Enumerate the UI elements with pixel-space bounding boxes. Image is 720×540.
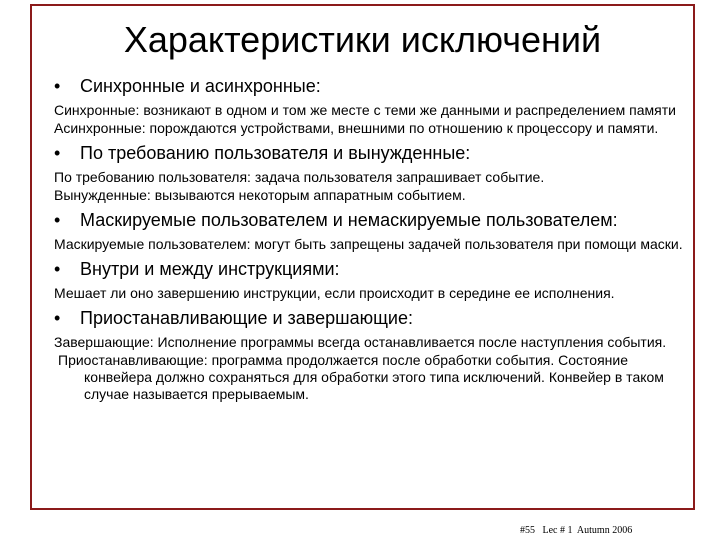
section-heading bbox=[54, 257, 688, 281]
bullet-dot: • bbox=[54, 308, 61, 328]
section-heading bbox=[54, 306, 688, 330]
section-paragraph: Приостанавливающие: программа продолжается после обработки события. Состояние конвейера должно сохраняться для обработки этого типа исключений. Конвейер в таком случае называется прерываемым. bbox=[58, 352, 664, 402]
section-paragraph: Мешает ли оно завершению инструкции, если происходит в середине ее исполнения. bbox=[54, 285, 615, 301]
section-heading-text: Приостанавливающие и завершающие: bbox=[80, 308, 413, 328]
section-heading bbox=[54, 74, 688, 98]
bullet-dot: • bbox=[54, 210, 61, 230]
slide-content bbox=[54, 70, 688, 404]
bullet-dot: • bbox=[54, 143, 61, 163]
section-heading-text: Внутри и между инструкциями: bbox=[80, 259, 340, 279]
bullet-dot: • bbox=[54, 76, 61, 96]
section-paragraph: Маскируемые пользователем: могут быть запрещены задачей пользователя при помощи маски. bbox=[54, 236, 683, 252]
section-heading-text: По требованию пользователя и вынужденные: bbox=[80, 143, 471, 163]
section-paragraph: Асинхронные: порождаются устройствами, внешними по отношению к процессору и памяти. bbox=[54, 120, 659, 136]
section-paragraph: Вынужденные: вызываются некоторым аппаратным событием. bbox=[54, 187, 466, 203]
bullet-dot: • bbox=[54, 259, 61, 279]
section-paragraph: Синхронные: возникают в одном и том же месте с теми же данными и распределением памяти bbox=[54, 102, 676, 118]
section-heading-text: Синхронные и асинхронные: bbox=[80, 76, 321, 96]
section-paragraph: По требованию пользователя: задача пользователя запрашивает событие. bbox=[54, 169, 545, 185]
slide-title: Характеристики исключений bbox=[123, 19, 602, 60]
section-heading-text: Маскируемые пользователем и немаскируемые пользователем: bbox=[80, 210, 618, 230]
slide-footer: #55 Lec # 1 Autumn 2006 bbox=[520, 525, 633, 536]
section-heading bbox=[54, 208, 688, 232]
section-paragraph: Завершающие: Исполнение программы всегда останавливается после наступления события. bbox=[54, 334, 667, 350]
section-heading bbox=[54, 141, 688, 165]
